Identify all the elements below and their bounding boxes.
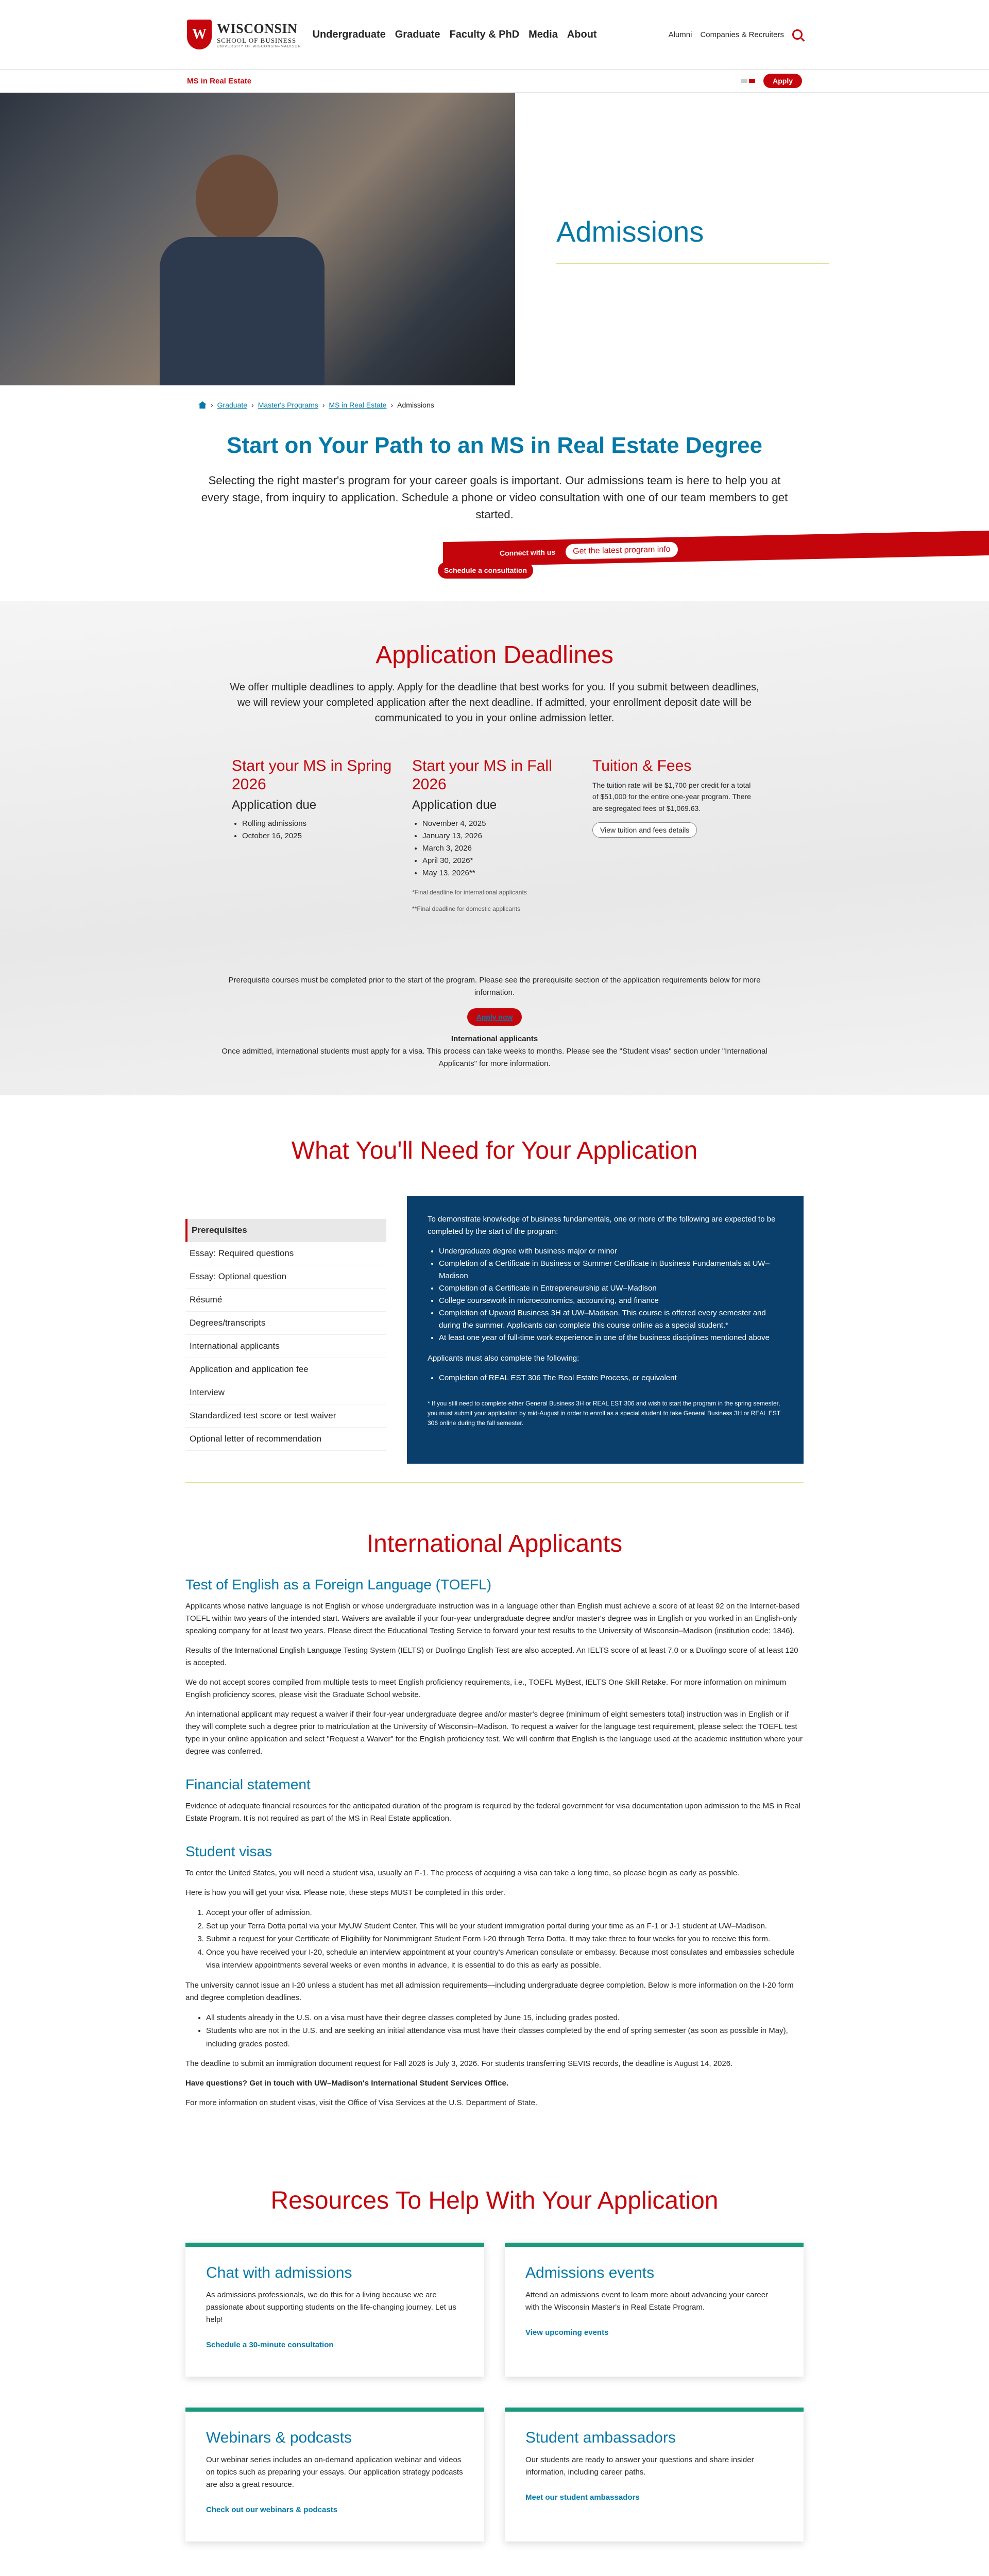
card-title: Admissions events (525, 2264, 655, 2281)
resource-card (505, 2408, 804, 2541)
deadlines-text: We offer multiple deadlines to apply. Apply for the deadline that best works for you. If you submit between deadlines, we will review your completed application after the next deadline. If admitted, your enrollment deposit date will be communicated to you in your online admission letter. (230, 682, 759, 724)
footnote: **Final deadline for domestic applicants (412, 905, 521, 912)
card-title: Student ambassadors (525, 2429, 676, 2446)
fall-sub: Application due (412, 798, 497, 812)
visa-heading: Student visas (185, 1843, 272, 1859)
spring-heading: Start your MS in Spring 2026 (232, 757, 392, 793)
list-item: 1. Accept your offer of admission. (206, 1906, 804, 1920)
tab-essay-required[interactable]: Essay: Required questions (185, 1242, 386, 1265)
connect-label: Connect with us (500, 548, 556, 557)
list-item: • All students already in the U.S. on a visa must have their degree classes completed by June 15, including grades posted. (206, 2011, 804, 2025)
breadcrumb: › Graduate › Master's Programs › MS in Real Estate › Admissions (0, 401, 989, 409)
list-item: • March 3, 2026 (422, 842, 577, 855)
paragraph: The deadline to submit an immigration document request for Fall 2026 is July 3, 2026. For students transferring SEVIS records, the deadline is August 14, 2026. (185, 2059, 733, 2068)
resource-card (185, 2243, 484, 2377)
breadcrumb-masters[interactable]: Master's Programs (258, 401, 318, 409)
prerequisites-panel (407, 1196, 804, 1464)
tab-interview[interactable]: Interview (185, 1381, 386, 1404)
list-item: • May 13, 2026** (422, 867, 577, 879)
program-info-button[interactable]: Get the latest program info (566, 542, 677, 560)
fall-heading: Start your MS in Fall 2026 (412, 757, 552, 793)
list-item: • College coursework in microeconomics, accounting, and finance (439, 1295, 783, 1307)
paragraph: Results of the International English Language Testing System (IELTS) or Duolingo English Test are also accepted. An IELTS score of at least 7.0 or a Duolingo score of at least 120 is accepted. (185, 1646, 798, 1667)
paragraph: We do not accept scores compiled from multiple tests to meet English proficiency requirements, i.e., TOEFL MyBest, IELTS One Skill Retake. For more information on minimum English proficiency scores, please visit the Graduate School website. (185, 1678, 787, 1699)
card-text: Our webinar series includes an on-demand application webinar and videos on topics such as preparing your essays. Our application strategy podcasts are also a great resource. (206, 2455, 463, 2489)
tuition-heading: Tuition & Fees (592, 757, 692, 774)
paragraph: Have questions? Get in touch with UW–Madison's International Student Services Office. (185, 2079, 508, 2088)
program-link[interactable]: MS in Real Estate (187, 76, 252, 86)
deadlines-section (0, 601, 989, 1095)
nav-undergraduate[interactable]: Undergraduate (312, 28, 386, 40)
page-title: Admissions (556, 215, 704, 248)
intl-note: Once admitted, international students must apply for a visa. This process can take weeks to months. Please see the "Student visas" section under "International Applicants" for more information. (221, 1047, 768, 1069)
toefl-heading: Test of English as a Foreign Language (TOEFL) (185, 1577, 492, 1592)
intl-heading: International applicants (451, 1035, 538, 1044)
list-item: 3. Submit a request for your Certificate of Eligibility for Nonimmigrant Student Form I-20 through Terra Dotta. It may take three to four weeks for you to receive this form. (206, 1933, 804, 1946)
international-title: International Applicants (366, 1530, 623, 1557)
tab-resume[interactable]: Résumé (185, 1289, 386, 1312)
logo-line-1: WISCONSIN (217, 21, 298, 36)
tab-essay-optional[interactable]: Essay: Optional question (185, 1265, 386, 1289)
paragraph: Applicants whose native language is not English or whose undergraduate instruction was in a language other than English must achieve a score of at least 92 on the Internet-based TOEFL within two years of the intended start. Waivers are available if your four-year undergraduate degree and/or master's degree was in English or you worked in an English-only speaking company for at least two years. Please direct the Educational Testing Service to forward your test results to the University of Wisconsin–Madison (institution code: 1846). (185, 1602, 800, 1635)
hero (0, 93, 989, 385)
tab-recommendation[interactable]: Optional letter of recommendation (185, 1428, 386, 1451)
list-item: 4. Once you have received your I-20, schedule an interview appointment at your country's American consulate or embassy. Because most consulates and embassies schedule visa interview appointments several weeks or even months in advance, it is essential to do this as early as possible. (206, 1946, 804, 1972)
list-item: • November 4, 2025 (422, 818, 577, 830)
tab-application-fee[interactable]: Application and application fee (185, 1358, 386, 1381)
paragraph: Here is how you will get your visa. Please note, these steps MUST be completed in this order. (185, 1888, 505, 1897)
tab-degrees[interactable]: Degrees/transcripts (185, 1312, 386, 1335)
card-link[interactable]: Schedule a 30-minute consultation (206, 2341, 334, 2349)
menu-icon[interactable] (741, 79, 755, 83)
breadcrumb-current: Admissions (397, 401, 434, 409)
deadlines-title: Application Deadlines (376, 641, 613, 669)
intro-text: Selecting the right master's program for your career goals is important. Our admissions team is here to help you at every stage, from inquiry to application. Schedule a phone or video consultation with one of our team members to get started. (201, 474, 788, 521)
site-header (0, 0, 989, 70)
list-item: • Completion of a Certificate in Entrepreneurship at UW–Madison (439, 1282, 783, 1295)
utility-nav (669, 29, 803, 40)
list-item: • Undergraduate degree with business major or minor (439, 1245, 783, 1258)
paragraph: The university cannot issue an I-20 unless a student has met all admission requirements—including undergraduate degree completion. Below is more information on the I-20 form and degree completion deadlines. (185, 1980, 794, 2002)
list-item: • April 30, 2026* (422, 855, 577, 867)
list-item: 2. Set up your Terra Dotta portal via your MyUW Student Center. This will be your student immigration portal during your time as an F-1 or J-1 student at UW–Madison. (206, 1920, 804, 1933)
card-text: Our students are ready to answer your questions and share insider information, including career paths. (525, 2455, 754, 2477)
nav-media[interactable]: Media (528, 28, 558, 40)
list-item: • Completion of a Certificate in Business or Summer Certificate in Business Fundamentals at UW–Madison (439, 1258, 783, 1282)
resources-section (0, 2187, 989, 2541)
card-title: Chat with admissions (206, 2264, 352, 2281)
logo-line-3: UNIVERSITY OF WISCONSIN–MADISON (217, 44, 301, 48)
paragraph: Evidence of adequate financial resources for the anticipated duration of the program is required by the federal government for visa documentation upon admission to the MS in Real Estate Program. It is not required as part of the MS in Real Estate application. (185, 1802, 801, 1823)
spring-column (232, 757, 397, 912)
fall-column (412, 757, 577, 912)
card-text: As admissions professionals, we do this for a living because we are passionate about supporting students on the life-changing journey. Let us help! (206, 2291, 456, 2324)
resource-card (505, 2243, 804, 2377)
divider (185, 1482, 804, 1483)
card-link[interactable]: Check out our webinars & podcasts (206, 2505, 338, 2514)
nav-about[interactable]: About (567, 28, 597, 40)
crest-icon: W (187, 20, 212, 49)
program-subnav (0, 70, 989, 93)
paragraph: An international applicant may request a waiver if their four-year undergraduate degree and/or master's degree (minimum of eight semesters total) instruction was in English or if they will complete such a degree prior to matriculation at the University of Wisconsin–Madison. To request a waiver for the language test requirement, please select the TOEFL test type in your online application and select "Request a Waiver" for the English proficiency test. We will confirm that English is the language used at the academic institution where your degree was conferred. (185, 1710, 803, 1756)
intro-title: Start on Your Path to an MS in Real Estate Degree (227, 433, 762, 458)
requirements-tabs (185, 1219, 386, 1451)
panel-footnote: * If you still need to complete either General Business 3H or REAL EST 306 and wish to start the program in the spring semester, you must submit your application by mid-August in order to enroll as a special student to take General Business 3H or REAL EST 306 online during the fall semester. (428, 1400, 781, 1427)
requirements-section (0, 1095, 989, 1483)
list-item: • January 13, 2026 (422, 830, 577, 842)
prereq-note: Prerequisite courses must be completed prior to the start of the program. Please see the prerequisite section of the application requirements below for more information. (228, 976, 761, 997)
schedule-consultation-button[interactable]: Schedule a consultation (438, 562, 533, 579)
spring-sub: Application due (232, 798, 317, 812)
financial-heading: Financial statement (185, 1776, 311, 1792)
paragraph: To enter the United States, you will need a student visa, usually an F-1. The process of acquiring a visa can take a long time, so please begin as early as possible. (185, 1869, 740, 1877)
list-item: • Completion of REAL EST 306 The Real Estate Process, or equivalent (439, 1372, 783, 1384)
school-logo[interactable] (187, 20, 301, 49)
resources-title: Resources To Help With Your Application (270, 2187, 719, 2214)
card-link[interactable]: Meet our student ambassadors (525, 2493, 640, 2502)
requirements-title: What You'll Need for Your Application (291, 1137, 698, 1164)
list-item: • At least one year of full-time work experience in one of the business disciplines mentioned above (439, 1332, 783, 1344)
breadcrumb-ms-real-estate[interactable]: MS in Real Estate (329, 401, 387, 409)
breadcrumb-graduate[interactable]: Graduate (217, 401, 248, 409)
nav-faculty-phd[interactable]: Faculty & PhD (449, 28, 520, 40)
hero-photo (0, 93, 515, 385)
list-item: • Students who are not in the U.S. and are seeking an initial attendance visa must have their classes completed by the end of spring semester (as soon as possible in May), including grades posted. (206, 2024, 804, 2050)
tab-test-score[interactable]: Standardized test score or test waiver (185, 1404, 386, 1428)
list-item: • Rolling admissions (242, 818, 397, 830)
nav-companies-recruiters[interactable]: Companies & Recruiters (700, 30, 784, 39)
panel-text: Applicants must also complete the following: (428, 1354, 579, 1363)
tuition-column (592, 757, 757, 912)
apply-button[interactable]: Apply (763, 74, 802, 88)
main-nav (313, 29, 597, 41)
paragraph: For more information on student visas, visit the Office of Visa Services at the U.S. Department of State. (185, 2098, 538, 2107)
nav-graduate[interactable]: Graduate (395, 28, 440, 40)
card-link[interactable]: View upcoming events (525, 2328, 609, 2337)
search-icon[interactable] (792, 29, 803, 40)
footnote: *Final deadline for international applicants (412, 889, 527, 896)
international-section (185, 1530, 804, 2109)
logo-line-2: SCHOOL OF BUSINESS (217, 36, 297, 44)
tuition-details-button[interactable]: View tuition and fees details (592, 822, 697, 838)
list-item: • October 16, 2025 (242, 830, 397, 842)
tab-prerequisites[interactable]: Prerequisites (185, 1219, 386, 1242)
nav-alumni[interactable]: Alumni (668, 30, 692, 39)
apply-now-button[interactable]: Apply now (467, 1008, 522, 1026)
intro-section (0, 433, 989, 523)
resource-card (185, 2408, 484, 2541)
tuition-text: The tuition rate will be $1,700 per credit for a total of $51,000 for the entire one-year program. There are segregated fees of $1,069.63. (592, 781, 751, 812)
card-text: Attend an admissions event to learn more about advancing your career with the Wisconsin Master's in Real Estate Program. (525, 2291, 769, 2312)
home-icon[interactable] (198, 401, 207, 409)
cta-banner (0, 536, 989, 580)
card-title: Webinars & podcasts (206, 2429, 352, 2446)
panel-text: To demonstrate knowledge of business fundamentals, one or more of the following are expected to be completed by the start of the program: (428, 1215, 776, 1236)
tab-international[interactable]: International applicants (185, 1335, 386, 1358)
divider (556, 263, 829, 264)
list-item: • Completion of Upward Business 3H at UW–Madison. This course is offered every semester and during the summer. Applicants can complete this course online as a special student.* (439, 1307, 783, 1332)
